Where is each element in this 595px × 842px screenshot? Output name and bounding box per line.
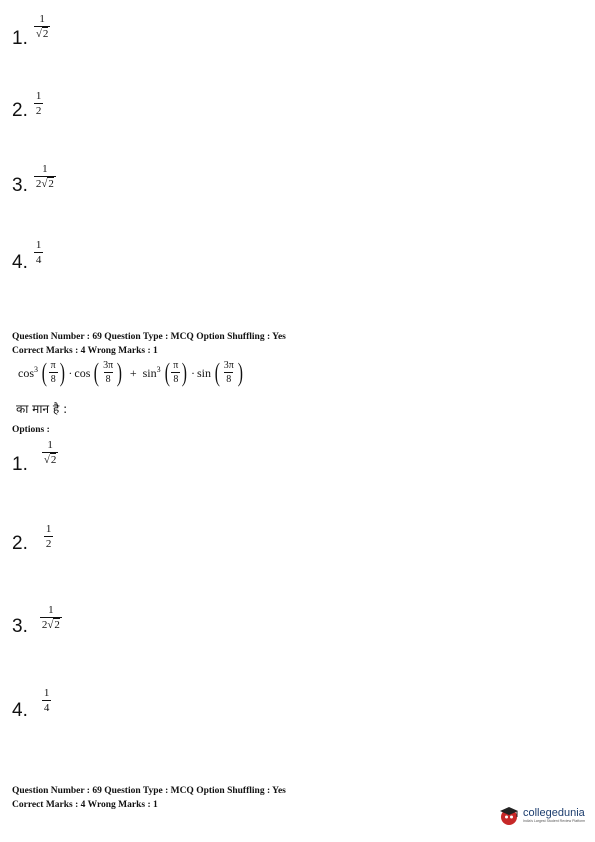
option-item[interactable] (12, 440, 58, 474)
fraction-denominator: 8 (105, 374, 111, 385)
left-paren: ( (94, 358, 100, 387)
question-meta-line1: Question Number : 69 Question Type : MCQ Option Shuffling : Yes (12, 332, 286, 342)
fn-sin: sin (197, 365, 212, 380)
option-item[interactable] (12, 164, 56, 195)
option-item[interactable] (12, 524, 53, 553)
radicand: 2 (42, 28, 49, 40)
logo-tagline: India's Largest Student Review Platform (523, 819, 586, 823)
left-paren: ( (214, 358, 220, 387)
option-fraction (34, 240, 44, 266)
fraction-denominator: 4 (35, 254, 42, 266)
fraction-numerator: 1 (43, 687, 50, 699)
right-paren: ) (182, 358, 188, 387)
fraction-denominator: √2 (35, 28, 49, 40)
radicand: 2 (48, 178, 54, 190)
option-number: 2. (12, 533, 28, 554)
fraction-numerator: 3π (103, 360, 114, 371)
fraction-numerator: π (173, 360, 179, 371)
footer-meta-line2: Correct Marks : 4 Wrong Marks : 1 (12, 800, 158, 810)
left-paren: ( (41, 358, 47, 387)
option-fraction (34, 164, 56, 190)
fn-cos: cos (74, 365, 91, 380)
option-number: 4. (12, 700, 28, 721)
fraction-denominator: 2√2 (41, 619, 60, 631)
footer-meta-line1: Question Number : 69 Question Type : MCQ Option Shuffling : Yes (12, 786, 286, 796)
right-paren: ) (237, 358, 243, 387)
option-number: 1. (12, 454, 28, 475)
arg-fraction (49, 361, 58, 385)
option-number: 1. (12, 28, 28, 49)
options-label: Options : (12, 425, 50, 435)
fraction-numerator: 3π (223, 360, 234, 371)
fraction-denominator: 8 (226, 374, 232, 385)
logo-name: collegedunia (523, 807, 585, 819)
option-number: 3. (12, 616, 28, 637)
option-fraction (40, 605, 62, 631)
right-paren: ) (116, 358, 123, 387)
arg-fraction (101, 361, 115, 385)
fraction-numerator: 1 (35, 239, 42, 251)
option-item[interactable] (12, 91, 43, 120)
option-fraction (34, 91, 44, 117)
left-paren: ( (164, 358, 170, 387)
option-number: 4. (12, 252, 28, 273)
plus-operator: + (129, 365, 137, 380)
dot-operator: · (191, 365, 196, 380)
fraction-numerator: 1 (35, 90, 42, 102)
paren-group (40, 360, 66, 386)
fraction-denominator: 8 (50, 374, 56, 385)
coefficient: 2 (41, 619, 48, 631)
term-sin-cubed (143, 365, 161, 381)
question-expression (18, 360, 244, 386)
arg-fraction (171, 361, 180, 385)
coefficient: 2 (35, 178, 42, 190)
fraction-denominator: 8 (173, 374, 179, 385)
fraction-numerator: 1 (39, 13, 45, 25)
fraction-numerator: 1 (47, 439, 53, 451)
paren-group (163, 360, 189, 386)
option-fraction (42, 688, 52, 714)
option-item[interactable] (12, 14, 50, 48)
option-item[interactable] (12, 605, 62, 636)
arg-fraction (222, 361, 236, 385)
question-meta-line2: Correct Marks : 4 Wrong Marks : 1 (12, 346, 158, 356)
radicand: 2 (54, 619, 60, 631)
option-item[interactable] (12, 688, 51, 720)
fraction-denominator: 2 (45, 538, 52, 550)
collegedunia-logo[interactable] (498, 804, 585, 826)
paren-group (92, 360, 123, 386)
fraction-denominator: √2 (43, 454, 57, 466)
exponent: 3 (34, 365, 38, 374)
fraction-denominator: 2√2 (35, 178, 54, 190)
fraction-denominator: 2 (35, 105, 42, 117)
fraction-numerator: 1 (48, 604, 54, 616)
fn-cos: cos (18, 366, 34, 380)
radicand: 2 (50, 454, 57, 466)
fraction-numerator: 1 (42, 163, 48, 175)
option-fraction (34, 14, 51, 40)
option-number: 3. (12, 175, 28, 196)
fraction-numerator: π (50, 360, 56, 371)
fraction-numerator: 1 (45, 523, 52, 535)
fn-sin: sin (142, 366, 157, 380)
option-fraction (44, 524, 54, 550)
graduation-cap-icon (498, 804, 520, 826)
fraction-denominator: 4 (43, 702, 50, 714)
logo-text-group (523, 807, 585, 823)
term-cos-cubed (18, 365, 38, 381)
question-hindi-text: का मान है : (16, 402, 68, 416)
option-item[interactable] (12, 240, 43, 272)
paren-group (213, 360, 244, 386)
option-number: 2. (12, 100, 28, 121)
right-paren: ) (59, 358, 65, 387)
option-fraction (42, 440, 59, 466)
dot-operator: · (68, 365, 73, 380)
exponent: 3 (156, 365, 161, 374)
